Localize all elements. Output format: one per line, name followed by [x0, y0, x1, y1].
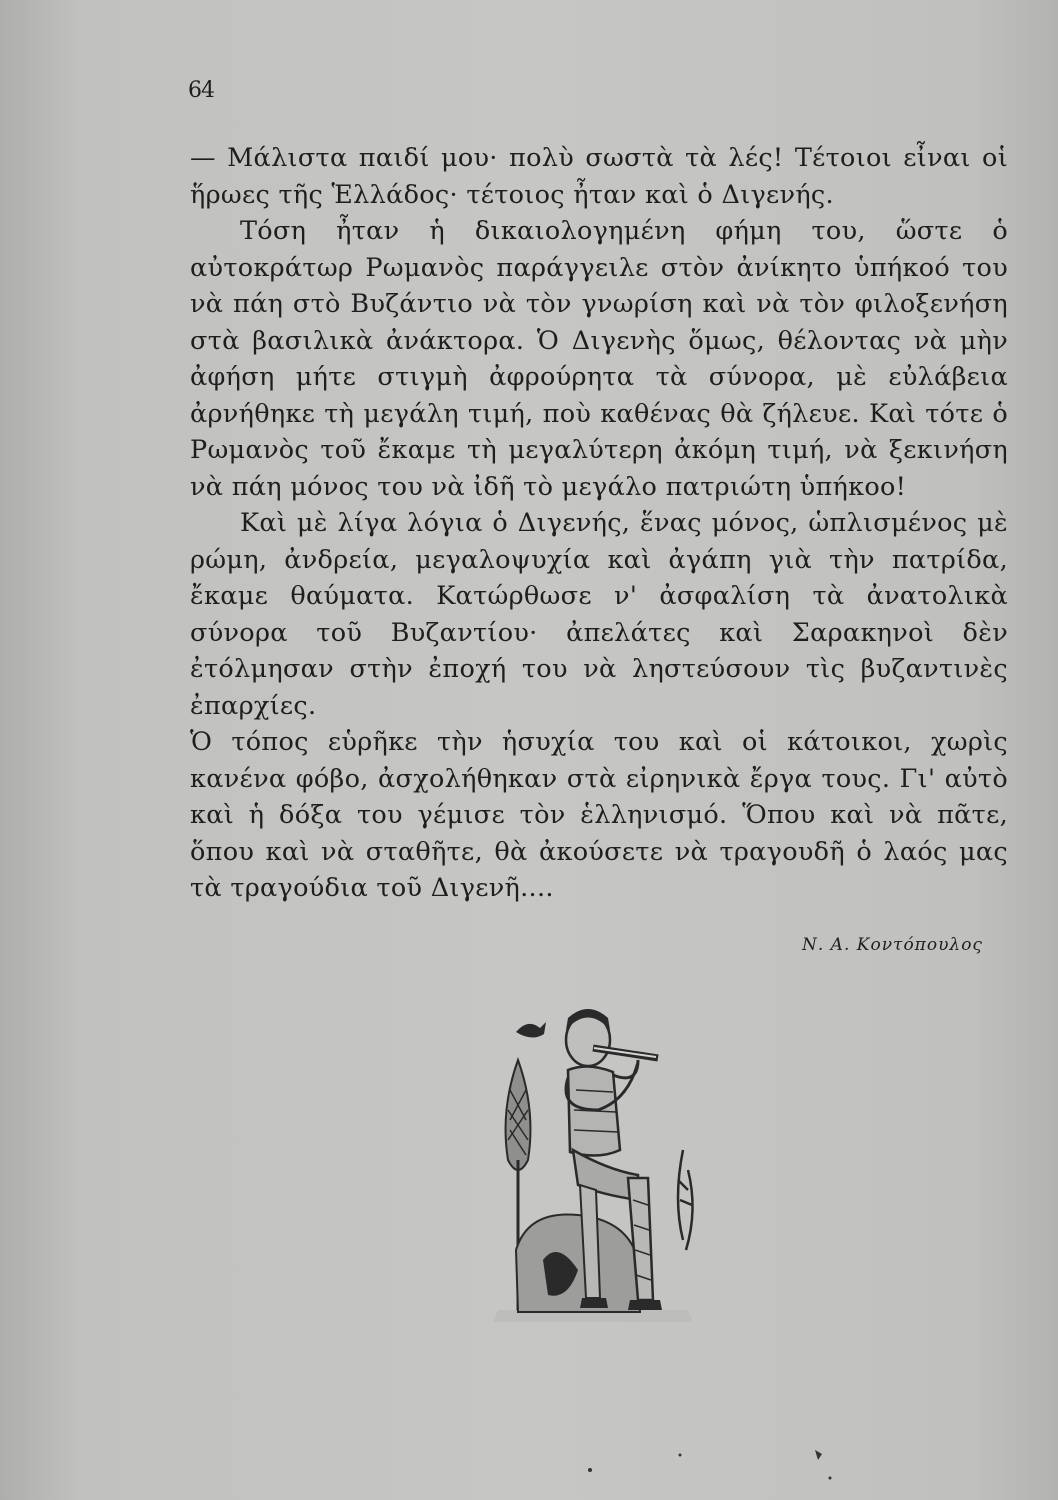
- paragraph-4: Ὁ τόπος εὑρῆκε τὴν ἡσυχία του καὶ οἱ κάτοικοι, χωρὶς κανένα φόβο, ἀσχολήθηκαν στὰ εἰρηνικὰ ἔργα τους. Γι' αὐτὸ καὶ ἡ δόξα του γέμισε τὸν ἑλληνισμό. Ὅπου καὶ νὰ πᾶτε, ὅπου καὶ νὰ σταθῆτε, θὰ ἀκούσετε νὰ τραγουδῆ ὁ λαός μας τὰ τραγούδια τοῦ Διγενῆ....: [190, 727, 1008, 903]
- paragraph-2: Τόση ἦταν ἡ δικαιολογημένη φήμη του, ὥστε ὁ αὐτοκράτωρ Ρωμανὸς παράγγειλε στὸν ἀνίκητο ὑπήκοό του νὰ πάη στὸ Βυζάντιο νὰ τὸν γνωρίση καὶ νὰ τὸν φιλοξενήση στὰ βασιλικὰ ἀνάκτορα. Ὁ Διγενὴς ὅμως, θέλοντας νὰ μὴν ἀφήση μήτε στιγμὴ ἀφρούρητα τὰ σύνορα, μὲ εὐλάβεια ἀρνήθηκε τὴ μεγάλη τιμή, ποὺ καθένας θὰ ζήλευε. Καὶ τότε ὁ Ρωμανὸς τοῦ ἔκαμε τὴ μεγαλύτερη ἀκόμη τιμή, νὰ ξεκινήση νὰ πάη μόνος του νὰ ἰδῆ τὸ μεγάλο πατριώτη ὑπήκοο!: [190, 216, 1008, 502]
- print-specks: [560, 1440, 860, 1490]
- author-signature: Ν. Α. Κοντόπουλος: [802, 935, 983, 955]
- page-number: 64: [188, 78, 214, 103]
- body-text: [190, 140, 1008, 907]
- paragraph-3: Καὶ μὲ λίγα λόγια ὁ Διγενής, ἕνας μόνος, ὡπλισμένος μὲ ρώμη, ἀνδρεία, μεγαλοψυχία καὶ ἀγάπη γιὰ τὴν πατρίδα, ἔκαμε θαύματα. Κατώρθωσε ν' ἀσφαλίση τὰ ἀνατολικὰ σύνορα τοῦ Βυζαντίου· ἀπελάτες καὶ Σαρακηνοὶ δὲν ἐτόλμησαν στὴν ἐποχή του νὰ ληστεύσουν τὶς βυζαντινὲς ἐπαρχίες.: [190, 508, 1008, 721]
- paragraph-1: — Μάλιστα παιδί μου· πολὺ σωστὰ τὰ λές! Τέτοιοι εἶναι οἱ ἥρωες τῆς Ἑλλάδος· τέτοιος ἦταν καὶ ὁ Διγενής.: [190, 143, 1008, 210]
- flute-player-woodcut: [488, 1000, 708, 1330]
